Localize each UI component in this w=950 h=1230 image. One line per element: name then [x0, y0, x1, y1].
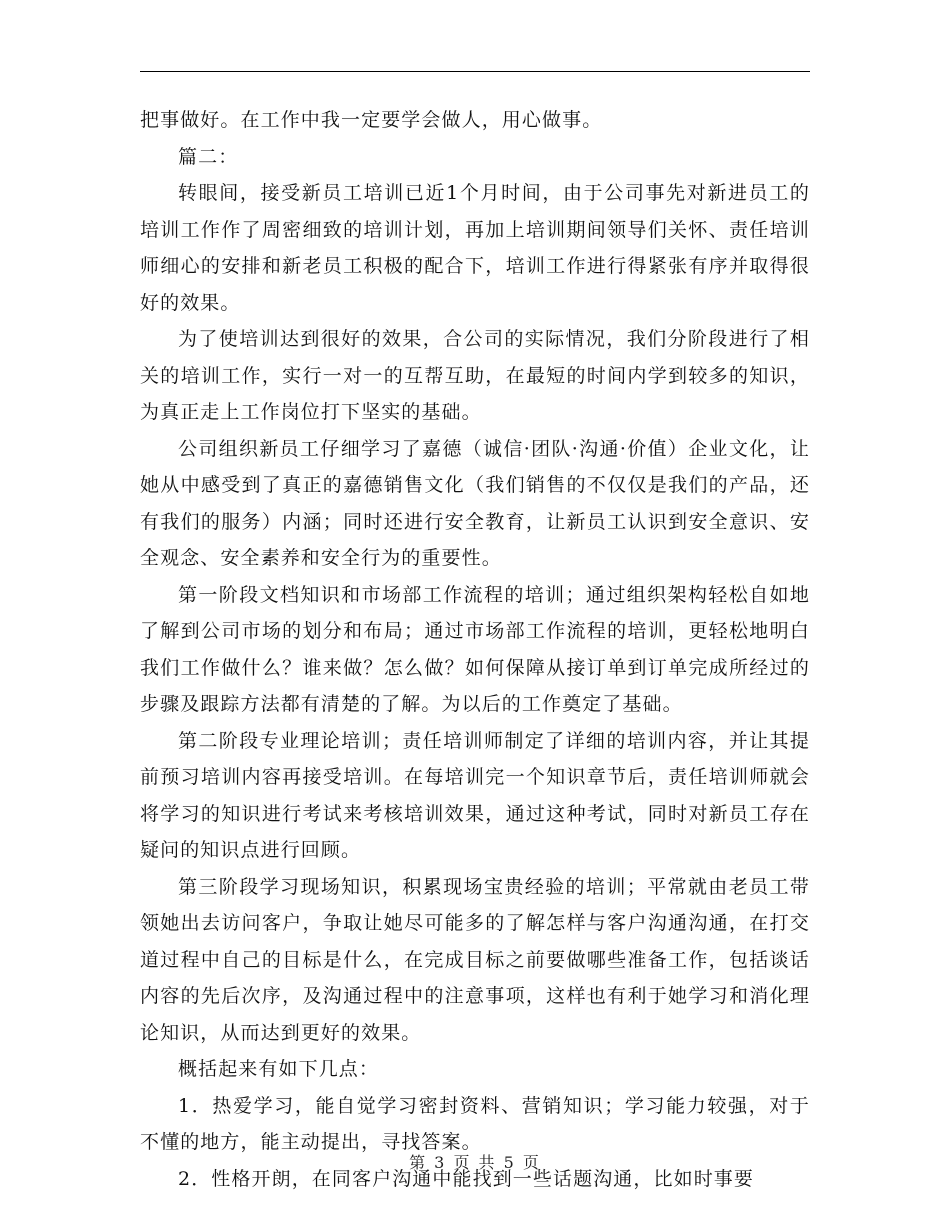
paragraph: 概括起来有如下几点：: [178, 1058, 380, 1080]
paragraph: 第二阶段专业理论培训；责任培训师制定了详细的培训内容，并让其提前预习培训内容再接受培训。在每培训完一个知识章节后，责任培训师就会将学习的知识进行考试来考核培训效果，通过这种考试，同时对新员工存在疑问的知识点进行回顾。: [140, 729, 810, 861]
list-item: 1．热爱学习，能自觉学习密封资料、营销知识；学习能力较强，对于不懂的地方，能主动提出，寻找答案。: [140, 1094, 810, 1153]
paragraph: 把事做好。在工作中我一定要学会做人，用心做事。: [140, 109, 603, 131]
paragraph: 第一阶段文档知识和市场部工作流程的培训；通过组织架构轻松自如地了解到公司市场的划分和布局；通过市场部工作流程的培训，更轻松地明白我们工作做什么？谁来做？怎么做？如何保障从接订单到订单完成所经过的步骤及跟踪方法都有清楚的了解。为以后的工作奠定了基础。: [140, 583, 810, 715]
list-item: 2．性格开朗，在同客户沟通中能找到一些话题沟通，比如时事要: [178, 1167, 754, 1190]
paragraph: 公司组织新员工仔细学习了嘉德（诚信·团队·沟通·价值）企业文化，让她从中感受到了真正的嘉德销售文化（我们销售的不仅仅是我们的产品，还有我们的服务）内涵；同时还进行安全教育，让新员工认识到安全意识、安全观念、安全素养和安全行为的重要性。: [140, 437, 810, 569]
paragraph: 第三阶段学习现场知识，积累现场宝贵经验的培训；平常就由老员工带领她出去访问客户，争取让她尽可能多的了解怎样与客户沟通沟通，在打交道过程中自己的目标是什么，在完成目标之前要做哪些准备工作，包括谈话内容的先后次序，及沟通过程中的注意事项，这样也有利于她学习和消化理论知识，从而达到更好的效果。: [140, 875, 810, 1044]
document-body: [140, 102, 810, 1197]
paragraph: 为了使培训达到很好的效果，合公司的实际情况，我们分阶段进行了相关的培训工作，实行一对一的互帮互助，在最短的时间内学到较多的知识，为真正走上工作岗位打下坚实的基础。: [140, 328, 810, 423]
paragraph: 转眼间，接受新员工培训已近1个月时间，由于公司事先对新进员工的培训工作作了周密细致的培训计划，再加上培训期间领导们关怀、责任培训师细心的安排和新老员工积极的配合下，培训工作进行得紧张有序并取得很好的效果。: [140, 182, 810, 314]
section-heading: 篇二：: [178, 145, 239, 168]
header-rule: [140, 71, 810, 72]
page-footer: 第 3 页 共 5 页: [409, 1153, 541, 1172]
